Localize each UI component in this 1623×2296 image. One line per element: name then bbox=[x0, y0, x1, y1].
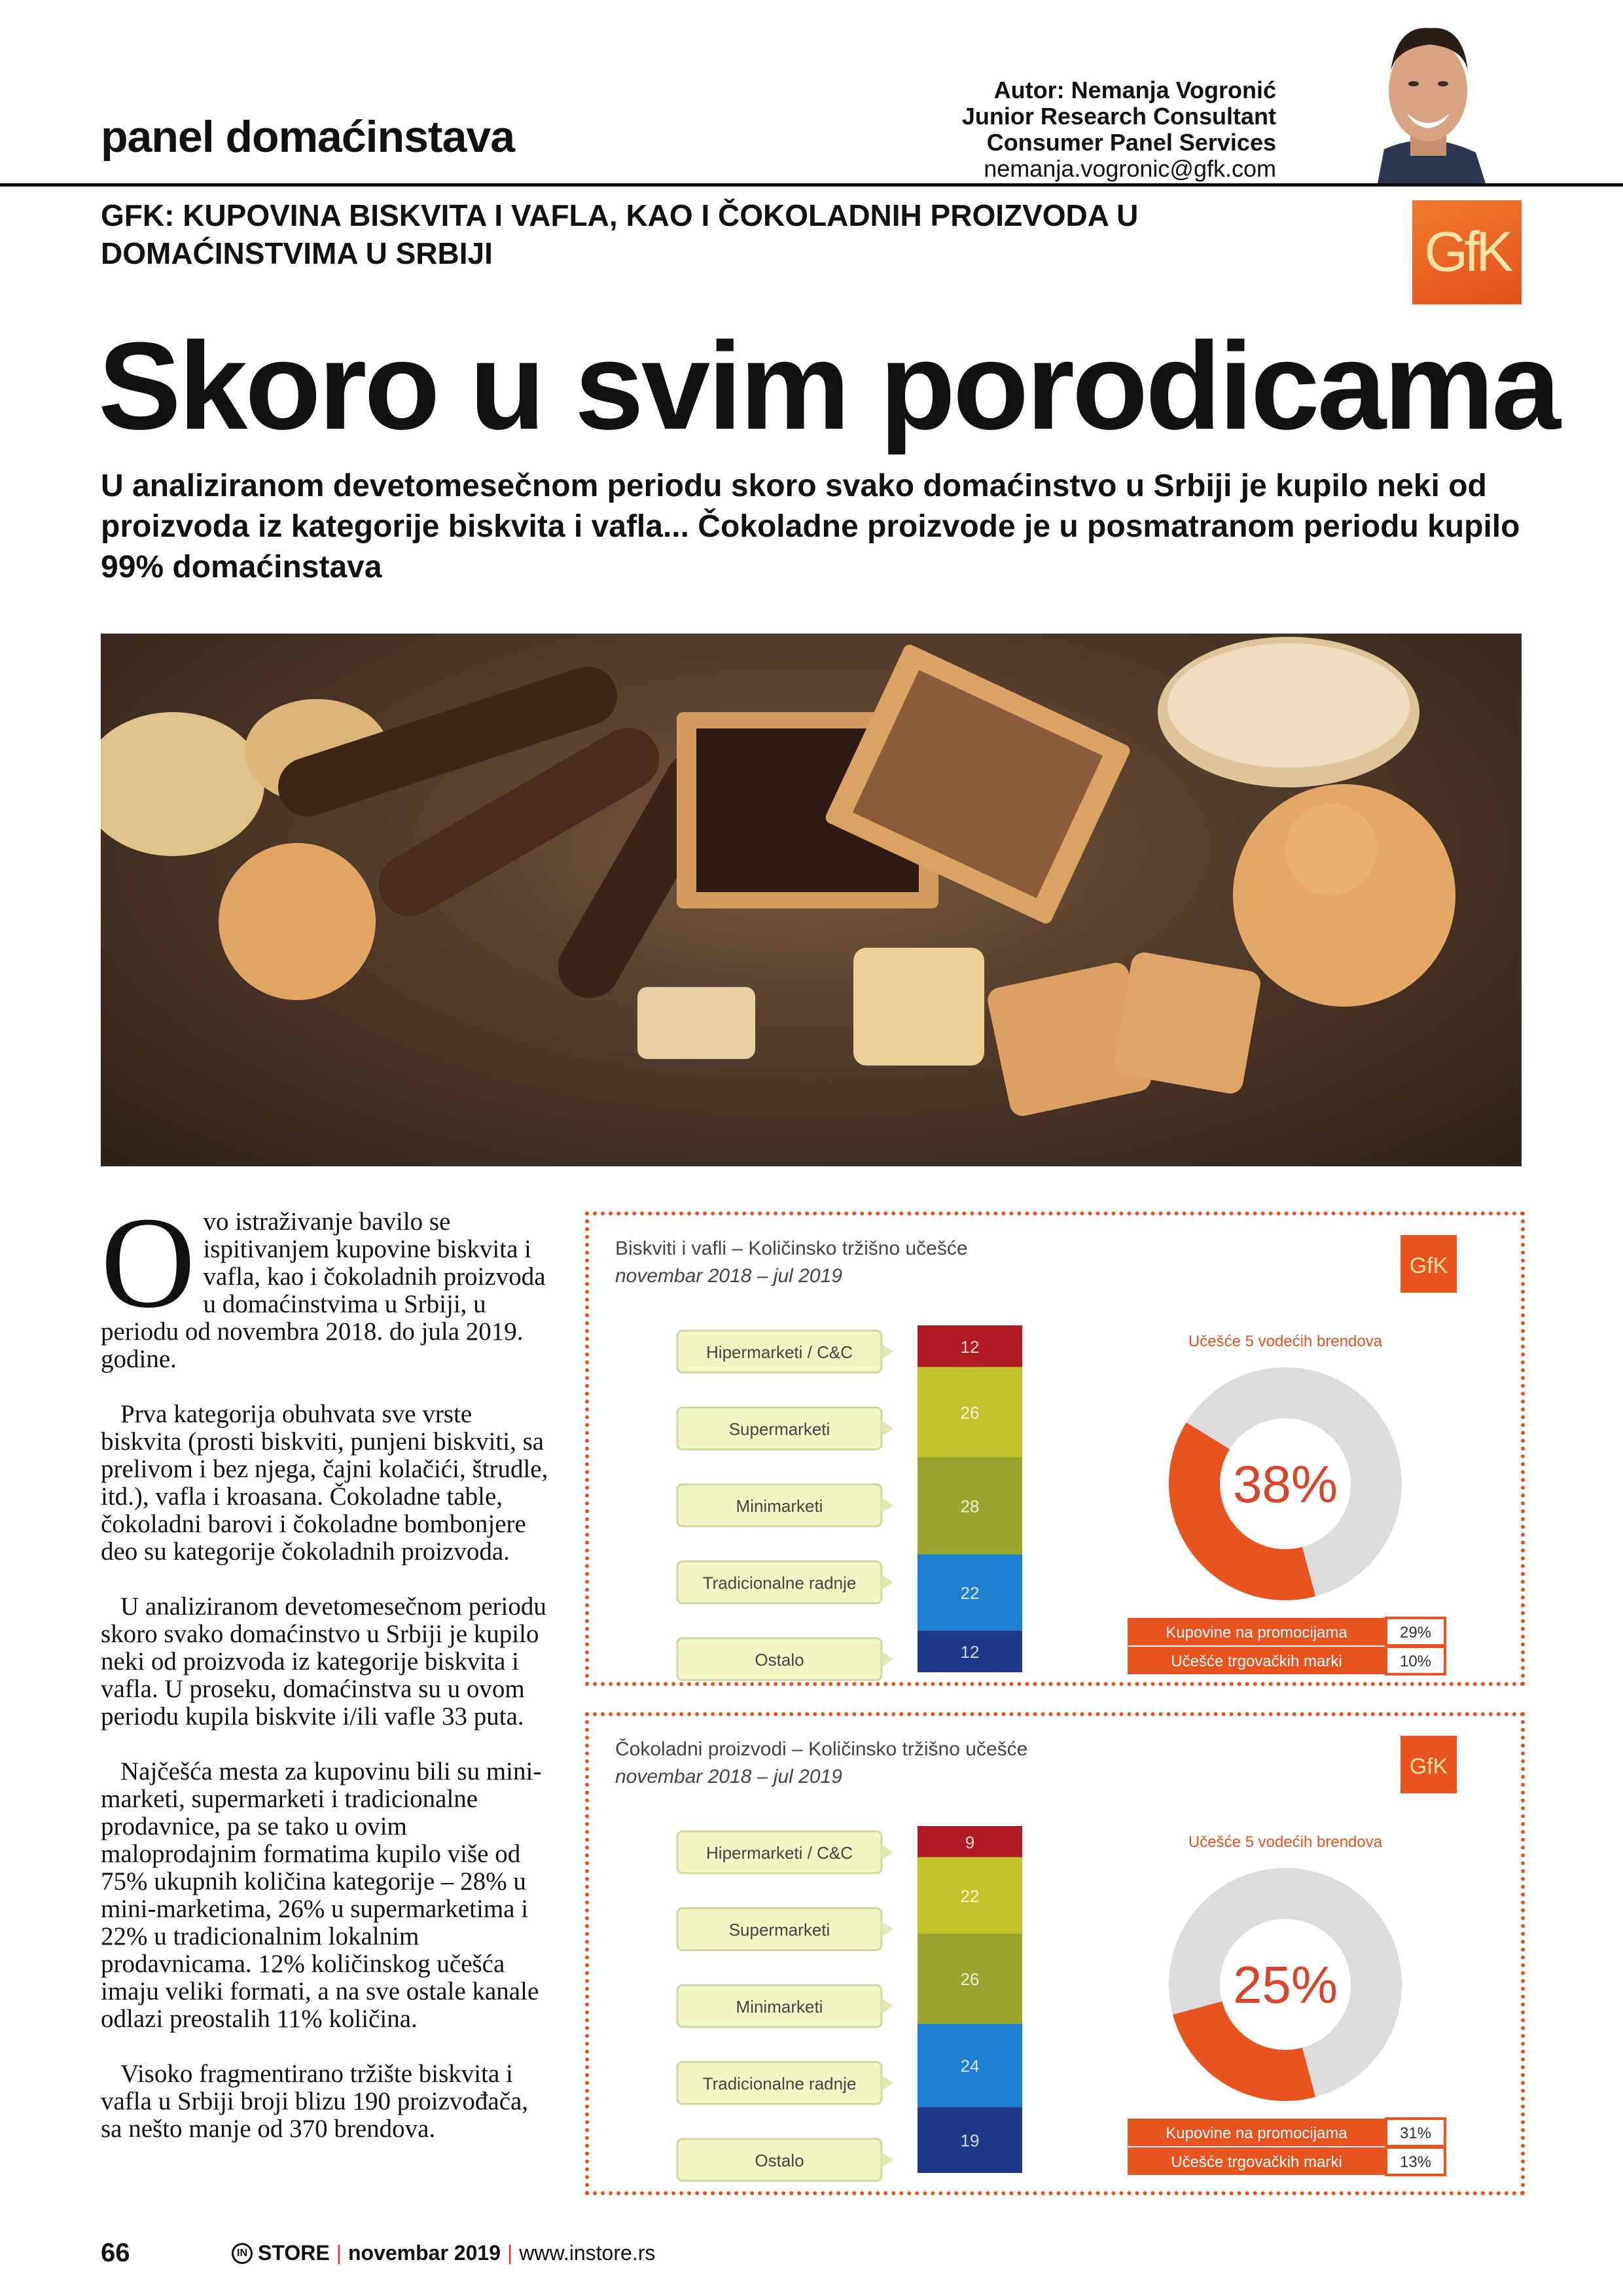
bar-value-label: 24 bbox=[960, 2056, 980, 2076]
category-label: Ostalo bbox=[755, 2151, 804, 2170]
category-label: Hipermarketi / C&C bbox=[706, 1843, 853, 1863]
page-footer bbox=[101, 2238, 655, 2268]
chart-subtitle: novembar 2018 – jul 2019 bbox=[615, 1265, 842, 1287]
legend-value: 13% bbox=[1399, 2153, 1432, 2171]
author-email[interactable]: nemanja.vogronic@gfk.com bbox=[984, 155, 1276, 182]
label-pointer-icon bbox=[882, 1421, 893, 1437]
header-rule bbox=[0, 183, 1623, 187]
bar-value-label: 22 bbox=[960, 1886, 980, 1906]
legend-label: Kupovine na promocijama bbox=[1166, 1624, 1347, 1641]
legend-label: Učešće trgovačkih marki bbox=[1171, 2153, 1342, 2171]
category-label: Hipermarketi / C&C bbox=[706, 1342, 853, 1362]
instore-logo-icon: IN bbox=[232, 2243, 253, 2264]
legend-value: 10% bbox=[1399, 1653, 1432, 1670]
drop-cap: O bbox=[101, 1191, 196, 1335]
donut-segment bbox=[1173, 2001, 1315, 2101]
label-pointer-icon bbox=[882, 1344, 893, 1359]
gfk-logo-text: GfK bbox=[1409, 1253, 1448, 1278]
category-label: Minimarketi bbox=[736, 1997, 823, 2017]
bar-value-label: 26 bbox=[960, 1403, 980, 1423]
chart-biscuits-market-share bbox=[585, 1211, 1525, 1686]
author-name: Autor: Nemanja Vogronić bbox=[993, 77, 1276, 103]
gfk-logo-text: GfK bbox=[1409, 1754, 1448, 1779]
bar-value-label: 12 bbox=[960, 1642, 980, 1662]
legend-label: Učešće trgovačkih marki bbox=[1171, 1653, 1342, 1670]
separator: | bbox=[336, 2241, 342, 2265]
label-pointer-icon bbox=[882, 2075, 893, 2091]
category-label: Supermarketi bbox=[728, 1419, 830, 1439]
author-photo bbox=[1364, 18, 1492, 183]
paragraph: vo istraživanje bavilo se ispitivanjem kupovine biskvita i vafla, kao i čokoladnih proizvoda u domaćinstvima u Srbiji, u periodu od novembra 2018. do jula 2019. godine. bbox=[101, 1208, 546, 1373]
chart-svg bbox=[589, 1215, 1521, 1682]
category-label: Minimarketi bbox=[736, 1496, 823, 1516]
chart-chocolate-market-share bbox=[585, 1712, 1525, 2195]
legend-value: 29% bbox=[1399, 1624, 1432, 1641]
label-pointer-icon bbox=[882, 1844, 893, 1860]
category-label: Tradicionalne radnje bbox=[702, 1573, 857, 1593]
hero-image-biscuits bbox=[101, 634, 1522, 1166]
category-label: Tradicionalne radnje bbox=[702, 2073, 857, 2094]
chart-title: Biskviti i vafli – Količinsko tržišno učešće bbox=[615, 1238, 968, 1259]
article-body bbox=[101, 1191, 554, 2170]
paragraph: U analiziranom devetomesečnom periodu skoro svako domaćinstvo u Srbiji je kupilo neki od proizvoda iz kategorije biskvita i vafla. U proseku, domaćinstva su u ovom periodu kupila biskvite i/ili vafle 33 puta. bbox=[101, 1592, 546, 1731]
bar-value-label: 19 bbox=[960, 2130, 980, 2151]
bar-value-label: 9 bbox=[965, 1832, 975, 1852]
paragraph: Prva kategorija obuhvata sve vrste biskvita (prosti biskviti, punjeni biskviti, sa prelivom i bez njega, čajni kolačići, štrudle, itd.), vafla i kroasana. Čokoladne table, čokoladni barovi i čokoladne bombonjere deo su kategorije čokoladnih proizvoda. bbox=[101, 1400, 548, 1566]
bar-value-label: 22 bbox=[960, 1583, 980, 1604]
brand-name: STORE bbox=[258, 2241, 330, 2265]
author-department: Consumer Panel Services bbox=[986, 129, 1276, 156]
chart-title: Čokoladni proizvodi – Količinsko tržišno učešće bbox=[615, 1738, 1028, 1760]
article-title: Skoro u svim porodicama bbox=[98, 317, 1558, 456]
label-pointer-icon bbox=[882, 1998, 893, 2014]
gfk-logo-text: GfK bbox=[1424, 221, 1510, 283]
bar-value-label: 28 bbox=[960, 1496, 980, 1516]
donut-value-label: 38% bbox=[1232, 1455, 1338, 1513]
bar-value-label: 12 bbox=[960, 1336, 980, 1357]
donut-value-label: 25% bbox=[1232, 1956, 1338, 2014]
category-label: Ostalo bbox=[755, 1650, 804, 1670]
label-pointer-icon bbox=[882, 1498, 893, 1513]
separator: | bbox=[507, 2241, 513, 2265]
legend-value: 31% bbox=[1399, 2125, 1432, 2142]
label-pointer-icon bbox=[882, 2152, 893, 2168]
section-label: panel domaćinstava bbox=[101, 112, 515, 162]
label-pointer-icon bbox=[882, 1575, 893, 1590]
chart-svg bbox=[589, 1716, 1521, 2191]
label-pointer-icon bbox=[882, 1651, 893, 1667]
label-pointer-icon bbox=[882, 1922, 893, 1937]
page-number: 66 bbox=[101, 2238, 130, 2267]
legend-label: Kupovine na promocijama bbox=[1166, 2125, 1347, 2142]
donut-title: Učešće 5 vodećih brendova bbox=[1188, 1833, 1383, 1851]
bar-value-label: 26 bbox=[960, 1969, 980, 1990]
paragraph: Najčešća mesta za kupovinu bili su mini-marketi, supermarketi i tradicionalne prodavnice, pa se tako u ovim maloprodajnim formatima kupilo više od 75% ukupnih količina kategorije – 28% u mini-marketima, 26% u supermarketima i 22% u tradicionalnim lokalnim prodavnicama. 12% količinskog učešća imaju veliki formati, a na sve ostale kanale odlazi preostalih 11% količina. bbox=[101, 1757, 542, 2033]
paragraph: Visoko fragmentirano tržište biskvita i vafla u Srbiji broji blizu 190 proizvođača, sa nešto manje od 370 brendova. bbox=[101, 2060, 529, 2143]
issue-date: novembar 2019 bbox=[348, 2241, 501, 2265]
article-kicker: GFK: KUPOVINA BISKVITA I VAFLA, KAO I ČOKOLADNIH PROIZVODA U DOMAĆINSTVIMA U SRBIJI bbox=[101, 198, 1139, 270]
gfk-logo bbox=[1412, 200, 1522, 304]
donut-title: Učešće 5 vodećih brendova bbox=[1188, 1333, 1383, 1350]
chart-subtitle: novembar 2018 – jul 2019 bbox=[615, 1766, 842, 1787]
author-block bbox=[962, 77, 1276, 182]
author-role: Junior Research Consultant bbox=[961, 103, 1276, 130]
category-label: Supermarketi bbox=[728, 1920, 830, 1940]
article-lede: U analiziranom devetomesečnom periodu skoro svako domaćinstvo u Srbiji je kupilo neki od proizvoda iz kategorije biskvita i vafla... Čokoladne proizvode je u posmatranom periodu kupilo 99% domaćinstava bbox=[101, 469, 1520, 584]
website-link[interactable]: www.instore.rs bbox=[519, 2241, 656, 2265]
